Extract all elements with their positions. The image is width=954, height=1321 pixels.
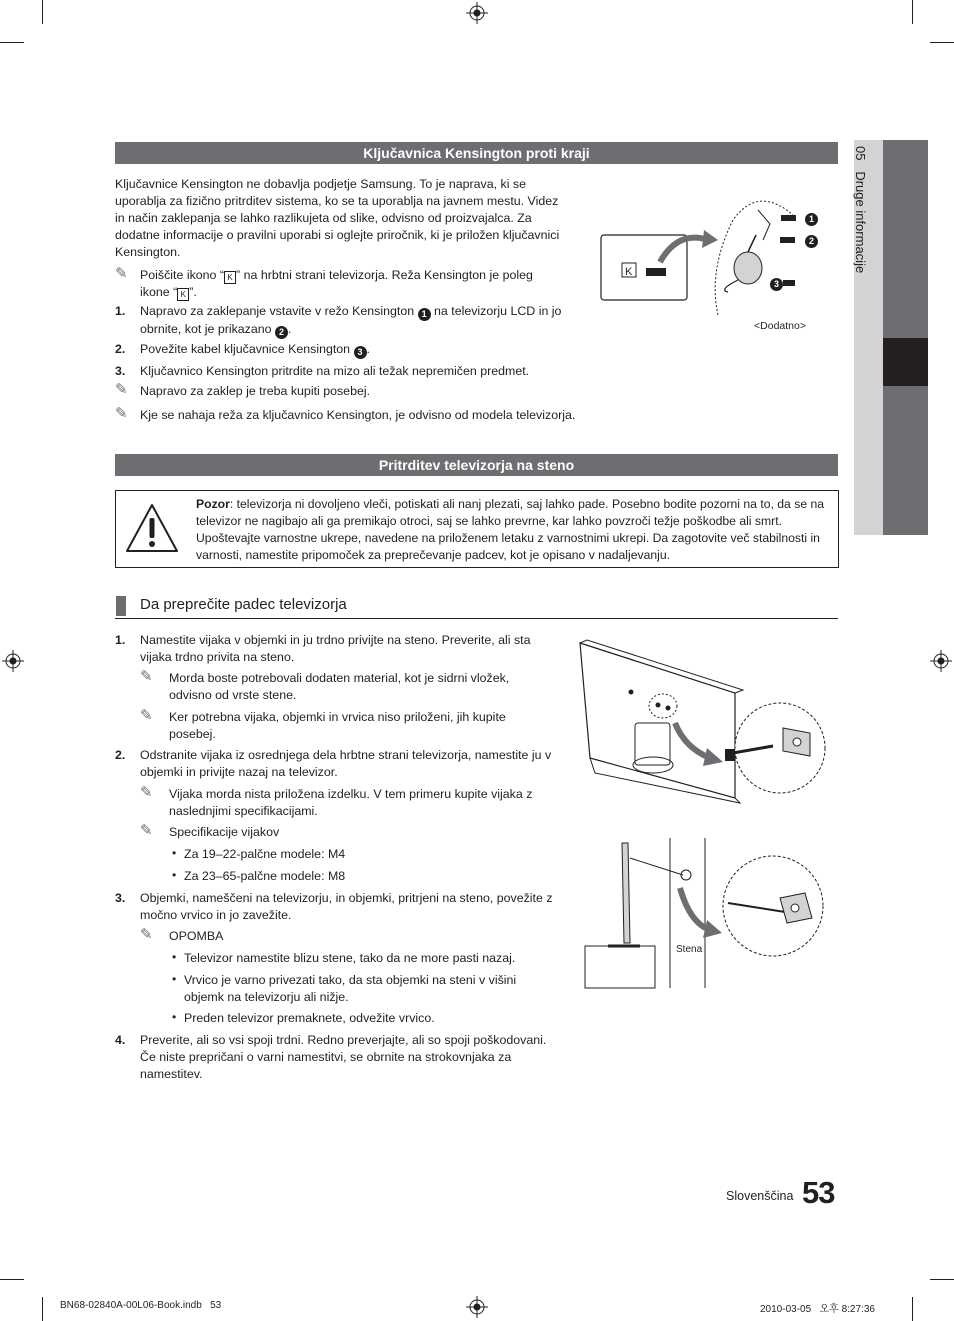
bullet: • (172, 846, 177, 860)
kensington-note-location: Kje se nahaja reža za ključavnico Kensington, je odvisno od modela televizorja. (140, 408, 576, 422)
pencil-note-icon: ✎ (140, 707, 153, 724)
prevent-step-1-note-2: Ker potrebna vijaka, objemki in vrvica niso priloženi, jih kupite posebej. (169, 710, 506, 741)
crop-mark (0, 1279, 24, 1280)
crop-mark (930, 42, 954, 43)
caution-label: Pozor (196, 497, 230, 511)
wall-label: Stena (676, 944, 703, 955)
prevent-step-2-note-2: Specifikacije vijakov (169, 825, 280, 839)
footer-language: Slovenščina (726, 1189, 794, 1203)
chapter-tab-dark-lower (883, 386, 928, 535)
step-number: 4. (115, 1033, 126, 1047)
step-number: 1. (115, 304, 126, 318)
section-heading-kensington: Ključavnica Kensington proti kraji (115, 142, 838, 164)
pencil-note-icon: ✎ (140, 926, 153, 943)
note-bullet-1: Televizor namestite blizu stene, tako da ne more pasti nazaj. (184, 951, 516, 965)
registration-mark-icon (2, 650, 24, 672)
kensington-step-1: Napravo za zaklepanje vstavite v režo Kensington 1 na televizorju LCD in jo obrnite, kot je prikazano 2 . (140, 304, 562, 337)
prevent-step-1: Namestite vijaka v objemki in ju trdno privijte na steno. Preverite, ali sta vijaka trdno privita na steno. (140, 633, 531, 664)
crop-mark (912, 1297, 913, 1321)
pencil-note-icon: ✎ (115, 381, 128, 398)
step-number: 3. (115, 891, 126, 905)
step-number: 1. (115, 633, 126, 647)
registration-mark-icon (466, 1296, 488, 1318)
step-number: 2. (115, 748, 126, 762)
screw-spec-1: Za 19–22-palčne modele: M4 (184, 847, 346, 861)
footer-file: BN68-02840A-00L06-Book.indb 53 (60, 1300, 222, 1311)
bullet: • (172, 972, 177, 986)
registration-mark-icon (466, 2, 488, 24)
pencil-note-icon: ✎ (115, 265, 128, 282)
tv-back-bracket-illustration (575, 638, 830, 808)
subheading-marker (116, 596, 126, 616)
prevent-step-1-note-1: Morda boste potrebovali dodaten material, kot je sidrni vložek, odvisno od vrste stene. (169, 671, 510, 702)
kensington-note-icon-location: Poiščite ikono “ K ” na hrbtni strani televizorja. Reža Kensington je poleg ikone “ K ”. (140, 268, 533, 299)
crop-mark (0, 42, 24, 43)
pencil-note-icon: ✎ (140, 668, 153, 685)
kensington-lock-illustration (598, 180, 838, 320)
chapter-number: 05 (853, 146, 868, 161)
step-number: 2. (115, 342, 126, 356)
wall-tether-illustration (580, 838, 830, 993)
kensington-step-3: Ključavnico Kensington pritrdite na mizo ali težak nepremičen predmet. (140, 364, 530, 378)
bullet: • (172, 1010, 177, 1024)
kensington-k-icon: K (177, 288, 189, 301)
marker-1-icon: 1 (418, 308, 431, 321)
note-bullet-2: Vrvico je varno privezati tako, da sta objemki na steni v višini objemk na televizorju ali nižje. (184, 973, 517, 1004)
prevent-step-2-note-1: Vijaka morda nista priložena izdelku. V tem primeru kupite vijaka z naslednjimi specifikacijami. (169, 787, 533, 818)
chapter-title: Druge informacije (853, 171, 868, 274)
marker-1-icon: 1 (805, 213, 818, 226)
section-heading-wall-mount: Pritrditev televizorja na steno (115, 454, 838, 476)
subheading-rule (115, 618, 838, 619)
optional-caption: <Dodatno> (754, 320, 806, 332)
bullet: • (172, 950, 177, 964)
caution-text: Pozor: televizorja ni dovoljeno vleči, potiskati ali nanj plezati, saj lahko pade. Posebno bodite pozorni na to, da se na televizor ne nagibajo ali ga premikajo otroci, saj se lahko prevrne, kar lahko povzroči težje poškodbe ali smrt. Upoštevajte varnostne ukrepe, navedene na priloženem letaku z varnostnimi ukrepi. Da zagotovite več stabilnosti in varnosti, namestite pripomoček za preprečevanje padcev, kot je opisano v nadaljevanju. (196, 497, 825, 562)
kensington-intro: Ključavnice Kensington ne dobavlja podjetje Samsung. To je naprava, ki se uporablja za fizično pritrditev sistema, ko se ta uporablja na javnem mestu. Videz in način zaklepanja se lahko razlikujeta od slike, odvisno od proizvajalca. Za dodatne informacije o pravilni uporabi si oglejte priročnik, ki je priložen ključavnici Kensington. (115, 177, 560, 259)
crop-mark (912, 0, 913, 24)
marker-2-icon: 2 (805, 235, 818, 248)
note-bullet-3: Preden televizor premaknete, odvežite vrvico. (184, 1011, 435, 1025)
marker-2-icon: 2 (275, 326, 288, 339)
svg-text:K: K (625, 266, 633, 278)
bullet: • (172, 868, 177, 882)
pencil-note-icon: ✎ (115, 405, 128, 422)
kensington-note-purchase: Napravo za zaklep je treba kupiti posebej. (140, 384, 371, 398)
prevent-step-2: Odstranite vijaka iz osrednjega dela hrbtne strani televizorja, namestite ju v objemki in privijte nazaj na televizor. (140, 748, 552, 779)
chapter-tab-dark-upper (883, 140, 928, 338)
prevent-step-3: Objemki, nameščeni na televizorju, in objemki, pritrjeni na steno, povežite z močno vrvico in jo zavežite. (140, 891, 553, 922)
footer-date: 2010-03-05 오후 8:27:36 (760, 1304, 875, 1315)
prevent-step-4: Preverite, ali so vsi spoji trdni. Redno preverjajte, ali so spoji poškodovani. Če niste prepričani o varni namestitvi, se obrnite na strokovnjaka za namestitev. (140, 1033, 547, 1081)
page-number: 53 (802, 1175, 835, 1210)
crop-mark (930, 1279, 954, 1280)
marker-3-icon: 3 (354, 346, 367, 359)
kensington-step-2: Povežite kabel ključavnice Kensington 3 . (140, 342, 370, 357)
marker-3-icon: 3 (770, 278, 783, 291)
crop-mark (42, 0, 43, 24)
prevent-step-3-note-label: OPOMBA (169, 929, 224, 943)
pencil-note-icon: ✎ (140, 784, 153, 801)
screw-spec-2: Za 23–65-palčne modele: M8 (184, 869, 346, 883)
pencil-note-icon: ✎ (140, 822, 153, 839)
crop-mark (42, 1297, 43, 1321)
chapter-label (853, 146, 868, 273)
step-number: 3. (115, 364, 126, 378)
warning-triangle-icon (124, 502, 180, 554)
chapter-tab-marker (883, 338, 928, 386)
registration-mark-icon (930, 650, 952, 672)
kensington-k-icon: K (224, 271, 236, 284)
subheading-prevent-fall: Da preprečite padec televizorja (140, 596, 347, 613)
